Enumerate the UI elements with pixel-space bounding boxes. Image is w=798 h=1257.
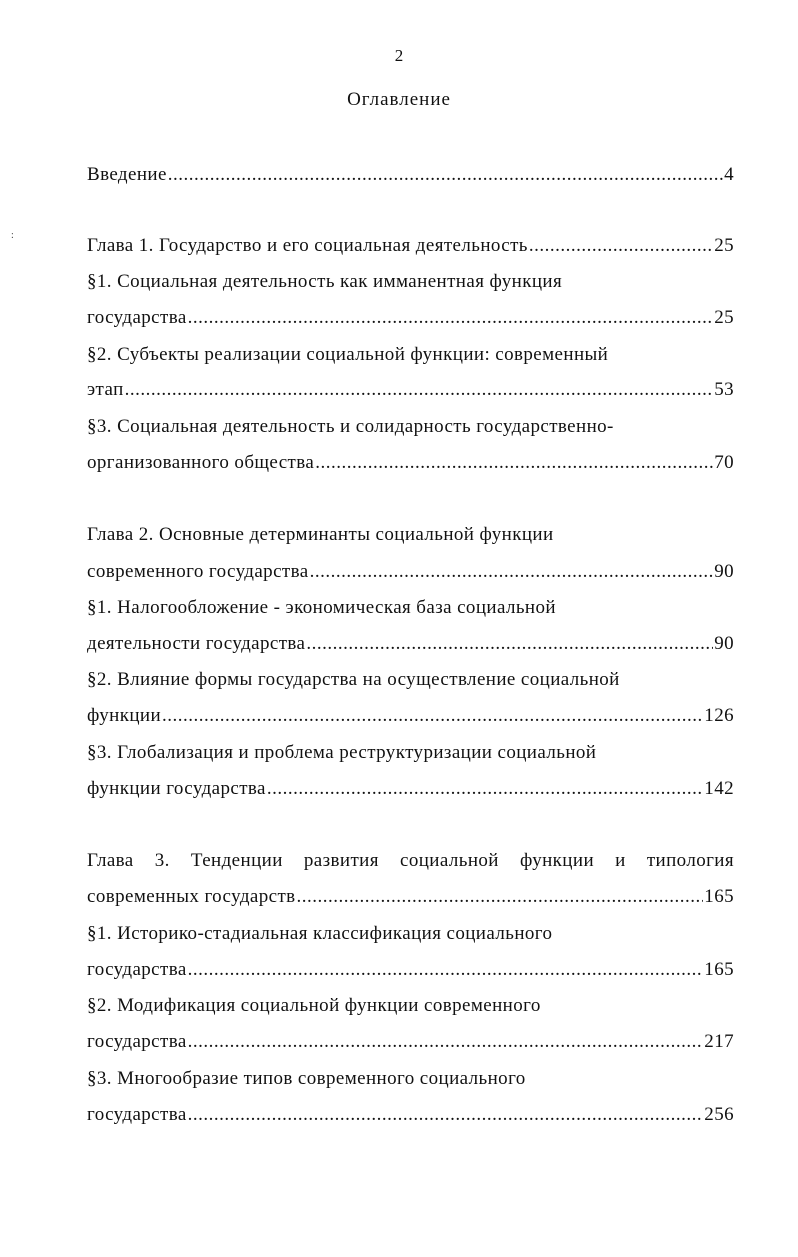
toc-chapter-2-heading[interactable] (87, 558, 734, 586)
toc-page-number: 90 (714, 633, 734, 654)
toc-entry-text: организованного общества (87, 452, 315, 473)
toc-page-number: 142 (704, 778, 734, 799)
toc-chapter-2-heading-line1: Глава 2. Основные детерминанты социальной функции (87, 524, 554, 545)
dot-leader (125, 376, 714, 404)
toc-page-number: 53 (714, 379, 734, 400)
toc-title: Оглавление (347, 89, 451, 110)
toc-page-number: 25 (714, 307, 734, 328)
toc-section-3-1-line1: §1. Историко-стадиальная классификация социального (87, 923, 553, 944)
toc-page-number: 126 (704, 705, 734, 726)
toc-page-number: 165 (704, 959, 734, 980)
page-number: 2 (394, 46, 404, 65)
toc-section-2-3-line1: §3. Глобализация и проблема реструктуризации социальной (87, 742, 597, 763)
dot-leader (188, 304, 714, 332)
toc-entry-text: государства (87, 307, 187, 328)
toc-page-number: 25 (714, 235, 734, 256)
toc-page-number: 70 (714, 452, 734, 473)
dot-leader (188, 1028, 704, 1056)
toc-entry-text: этап (87, 379, 124, 400)
dot-leader (188, 956, 704, 984)
toc-section-2-1[interactable] (87, 630, 734, 658)
stray-mark: : (11, 230, 14, 241)
toc-entry-text: современного государства (87, 561, 309, 582)
toc-entry-text: государства (87, 959, 187, 980)
toc-section-2-2[interactable] (87, 702, 734, 730)
toc-entry-text: государства (87, 1104, 187, 1125)
toc-section-2-2-line1: §2. Влияние формы государства на осуществление социальной (87, 669, 620, 690)
toc-chapter-3-heading[interactable] (87, 883, 734, 911)
toc-entry-text: функции (87, 705, 162, 726)
toc-entry-text: Глава 1. Государство и его социальная деятельность (87, 235, 528, 256)
toc-section-3-1[interactable] (87, 956, 734, 984)
toc-entry-text: Введение (87, 164, 167, 185)
toc-page-number: 256 (704, 1104, 734, 1125)
toc-section-1-3-line1: §3. Социальная деятельность и солидарность государственно- (87, 416, 614, 437)
toc-page-number: 90 (714, 561, 734, 582)
dot-leader (267, 775, 703, 803)
dot-leader (306, 630, 713, 658)
toc-page-number: 165 (704, 886, 734, 907)
toc-entry-text: современных государств (87, 886, 296, 907)
toc-section-1-3[interactable] (87, 449, 734, 477)
dot-leader (168, 161, 723, 189)
dot-leader (529, 232, 713, 260)
toc-section-2-3[interactable] (87, 775, 734, 803)
toc-section-2-1-line1: §1. Налогообложение - экономическая база социальной (87, 597, 556, 618)
toc-entry-text: функции государства (87, 778, 266, 799)
toc-chapter-1-heading[interactable] (87, 232, 734, 260)
toc-section-1-1[interactable] (87, 304, 734, 332)
toc-section-3-3[interactable] (87, 1101, 734, 1129)
toc-section-1-1-line1: §1. Социальная деятельность как имманентная функция (87, 271, 563, 292)
toc-entry-text: государства (87, 1031, 187, 1052)
dot-leader (310, 558, 714, 586)
toc-section-1-2[interactable] (87, 376, 734, 404)
dot-leader (162, 702, 703, 730)
toc-entry-intro[interactable] (87, 161, 734, 189)
toc-chapter-3-heading-line1: Глава 3. Тенденции развития социальной функции и типология (87, 850, 734, 871)
toc-entry-text: деятельности государства (87, 633, 306, 654)
toc-section-3-3-line1: §3. Многообразие типов современного социального (87, 1068, 526, 1089)
toc-page-number: 4 (724, 164, 734, 185)
dot-leader (315, 449, 713, 477)
toc-section-1-2-line1: §2. Субъекты реализации социальной функции: современный (87, 344, 609, 365)
toc-section-3-2-line1: §2. Модификация социальной функции современного (87, 995, 541, 1016)
dot-leader (297, 883, 704, 911)
toc-page-number: 217 (704, 1031, 734, 1052)
toc-section-3-2[interactable] (87, 1028, 734, 1056)
dot-leader (188, 1101, 704, 1129)
